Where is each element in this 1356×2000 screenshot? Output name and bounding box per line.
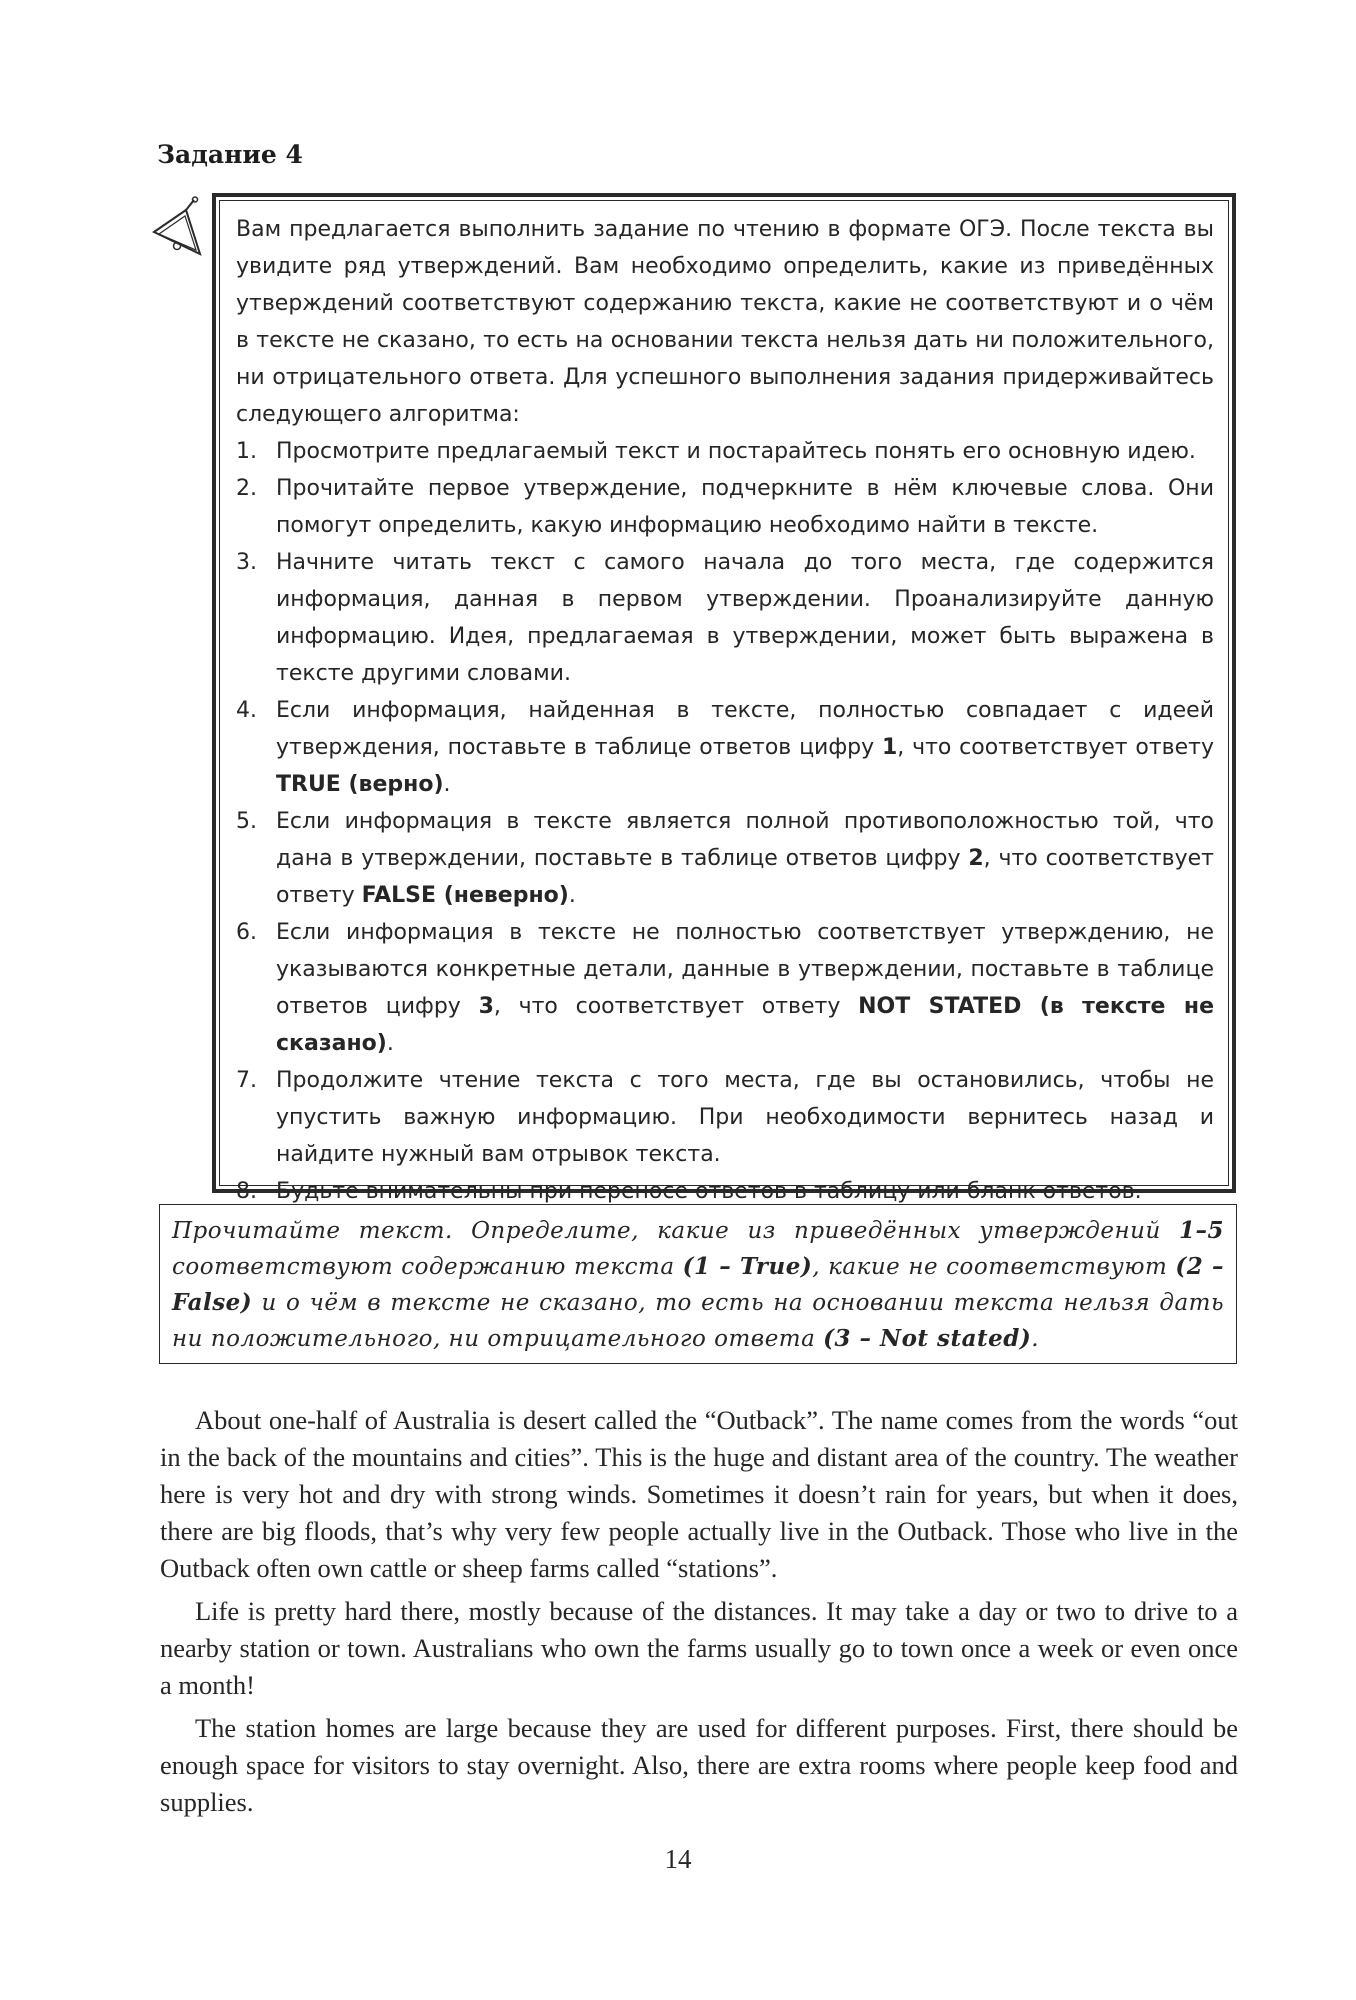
step-item [236, 433, 1214, 470]
step-number: 2. [236, 476, 257, 501]
step-item [236, 544, 1214, 692]
reading-paragraph: The station homes are large because they are used for different purposes. First, there should be enough space for visitors to stay overnight. Also, there are extra rooms where people keep food and supplies. [160, 1713, 1238, 1817]
prompt-emphasis: (3 – Not stated) [823, 1325, 1032, 1352]
instructions-intro: Вам предлагается выполнить задание по чтению в формате ОГЭ. После текста вы увидите ряд утверждений. Вам необходимо определить, какие из приведённых утверждений соответствуют содержанию текста, какие не соответствуют и о чём в тексте не сказано, то есть на основании текста нельзя дать ни положительного, ни отрицательного ответа. Для успешного выполнения задания придерживайтесь следующего алгоритма: [236, 217, 1214, 427]
answer-digit: 1 [881, 735, 898, 760]
step-text: Если информация в тексте не полностью соответствует утверждению, не указываются конкретные детали, данные в утверждении, поставьте в таблице ответов цифру [276, 920, 1214, 1019]
prompt-emphasis: (2 – False) [172, 1253, 1225, 1316]
step-number: 7. [236, 1068, 257, 1093]
step-item [236, 803, 1214, 914]
step-text: Продолжите чтение текста с того места, где вы остановились, чтобы не упустить важную информацию. При необходимости вернитесь назад и найдите нужный вам отрывок текста. [276, 1068, 1214, 1167]
step-item [236, 1062, 1214, 1173]
step-text-rich [276, 914, 1214, 1062]
prompt-text: . [1031, 1326, 1040, 1352]
step-item [236, 914, 1214, 1062]
step-text-end: . [568, 883, 576, 908]
step-number: 4. [236, 698, 257, 723]
answer-label: TRUE (верно) [276, 772, 444, 797]
step-item [236, 470, 1214, 544]
step-text: Начните читать текст с самого начала до того места, где содержится информация, данная в первом утверждении. Проанализируйте данную информацию. Идея, предлагаемая в утверждении, может быть выражена в тексте другими словами. [276, 550, 1214, 686]
step-text-rich [276, 803, 1214, 914]
step-text: Прочитайте первое утверждение, подчеркните в нём ключевые слова. Они помогут определить, какую информацию необходимо найти в тексте. [276, 476, 1214, 538]
task-prompt [172, 1213, 1224, 1357]
step-number: 6. [236, 920, 257, 945]
prompt-text: , какие не соответствуют [812, 1254, 1168, 1280]
step-text: Будьте внимательны при переносе ответов в таблицу или бланк ответов. [276, 1179, 1142, 1204]
prompt-emphasis: 1–5 [1178, 1217, 1224, 1244]
answer-label: NOT STATED (в тексте не сказано) [276, 994, 1214, 1056]
prompt-text: Прочитайте текст. Определите, какие из приведённых утверждений [172, 1218, 1161, 1244]
step-text-end: . [386, 1031, 394, 1056]
step-item [236, 692, 1214, 803]
answer-digit: 2 [968, 846, 984, 871]
task-heading: Задание 4 [157, 140, 303, 169]
answer-label: FALSE (неверно) [361, 883, 569, 908]
reading-text [160, 1402, 1238, 1827]
step-number: 8. [236, 1179, 257, 1204]
step-text-rich [276, 692, 1214, 803]
step-number: 1. [236, 439, 257, 464]
step-text-mid: , что соответствует ответу [276, 846, 1215, 908]
step-text: Если информация в тексте является полной противоположностью той, что дана в утверждении, поставьте в таблице ответов цифру [276, 809, 1214, 871]
instructions-steps [236, 433, 1214, 1210]
prompt-text: соответствуют содержанию текста [172, 1254, 675, 1280]
page-number: 14 [664, 1844, 692, 1874]
task-prompt-box [159, 1204, 1237, 1364]
step-text-mid: , что соответствует ответу [493, 994, 841, 1019]
step-text: Если информация, найденная в тексте, полностью совпадает с идеей утверждения, поставьте в таблице ответов цифру [276, 698, 1214, 760]
step-text: Просмотрите предлагаемый текст и постарайтесь понять его основную идею. [276, 439, 1196, 464]
step-number: 3. [236, 550, 257, 575]
bell-icon [148, 196, 206, 262]
prompt-text: и о чём в тексте не сказано, то есть на основании текста нельзя дать ни положительного, ни отрицательного ответа [172, 1290, 1224, 1352]
step-text-mid: , что соответствует ответу [897, 735, 1214, 760]
step-number: 5. [236, 809, 257, 834]
answer-digit: 3 [478, 994, 494, 1019]
prompt-emphasis: (1 – True) [682, 1253, 813, 1280]
instructions-box [212, 193, 1236, 1204]
reading-paragraph: Life is pretty hard there, mostly because of the distances. It may take a day or two to drive to a nearby station or town. Australians who own the farms usually go to town once a week or even once a month! [160, 1596, 1238, 1700]
step-text-end: . [443, 772, 451, 797]
reading-paragraph: About one-half of Australia is desert called the “Outback”. The name comes from the words “out in the back of the mountains and cities”. This is the huge and distant area of the country. The weather here is very hot and dry with strong winds. Sometimes it doesn’t rain for years, but when it does, there are big floods, that’s why very few people actually live in the Outback. Those who live in the Outback often own cattle or sheep farms called “stations”. [160, 1405, 1238, 1583]
